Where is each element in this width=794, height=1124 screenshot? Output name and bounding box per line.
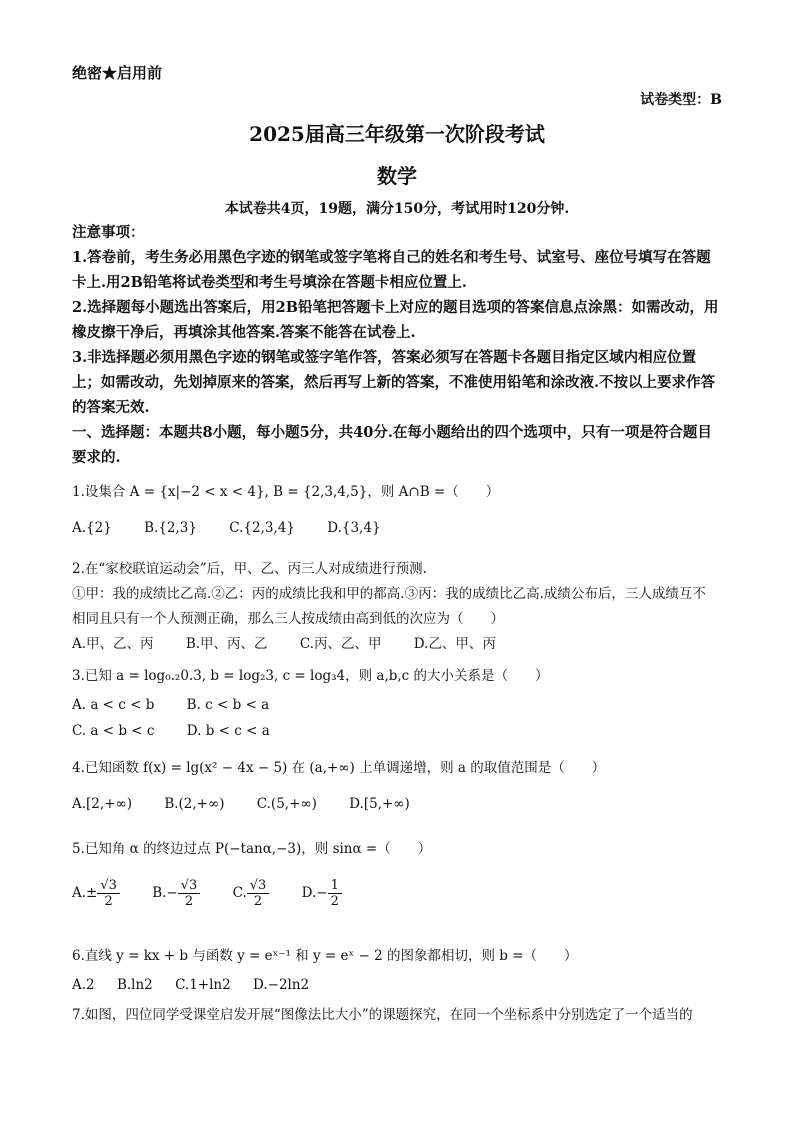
option: C.1+ln2 bbox=[175, 977, 231, 993]
option: D. b < c < a bbox=[186, 723, 270, 739]
question-2-line: 相同且只有一个人预测正确，那么三人按成绩由高到低的次应为（ ） bbox=[72, 611, 504, 627]
note-item: 3.非选择题必须用黑色字迹的钢笔或签字笔作答，答案必须写在答题卡各题目指定区域内相应位置上；如需改动，先划掉原来的答案，然后再写上新的答案，不准使用铅笔和涂改液.不按以上要求作答的答案无效. bbox=[72, 349, 716, 416]
note-item: 2.选择题每小题选出答案后，用2B铅笔把答题卡上对应的题目选项的答案信息点涂黑：如需改动，用橡皮擦干净后，再填涂其他答案.答案不能答在试卷上. bbox=[72, 299, 719, 341]
notes-heading: 注意事项： bbox=[72, 224, 145, 241]
exam-title: 2025届高三年级第一次阶段考试 bbox=[249, 122, 545, 146]
option: A.[2,+∞) bbox=[72, 796, 133, 812]
option: B.ln2 bbox=[116, 977, 153, 993]
option: C. a < b < c bbox=[72, 723, 155, 739]
option: D.乙、甲、丙 bbox=[413, 636, 496, 652]
note-item: 1.答卷前，考生务必用黑色字迹的钢笔或签字笔将自己的姓名和考生号、试室号、座位号填写在答题卡上.用2B铅笔将试卷类型和考生号填涂在答题卡相应位置上. bbox=[72, 249, 711, 291]
question-2-options bbox=[72, 632, 524, 652]
option: D.− $\frac{1}{2}$ bbox=[302, 878, 342, 909]
paper-type: 试卷类型：B bbox=[640, 92, 722, 108]
option: C.(5,+∞) bbox=[256, 796, 317, 812]
question-4-options bbox=[72, 796, 438, 812]
question-5-options bbox=[72, 878, 370, 909]
option: A.{2} bbox=[72, 520, 112, 536]
section-heading: 一、选择题：本题共8小题，每小题5分，共40分.在每小题给出的四个选项中，只有一项是符合题目要求的. bbox=[72, 424, 712, 466]
question-1-stem: 1.设集合 A = {x|−2 < x < 4}, B = {2,3,4,5}，则 A∩B =（ ） bbox=[72, 484, 500, 500]
option: D.{3,4} bbox=[327, 520, 381, 536]
question-2-line: ①甲：我的成绩比乙高.②乙：丙的成绩比我和甲的都高.③丙：我的成绩比乙高.成绩公布后，三人成绩互不 bbox=[72, 586, 706, 602]
confidential-mark: 绝密★启用前 bbox=[72, 64, 163, 82]
question-3-options-row2 bbox=[72, 723, 298, 739]
option: B.甲、丙、乙 bbox=[185, 636, 268, 652]
notes-section bbox=[72, 220, 722, 470]
question-6-stem: 6.直线 y = kx + b 与函数 y = eˣ⁻¹ 和 y = eˣ − 2 的图象都相切，则 b =（ ） bbox=[72, 948, 578, 964]
option: D.−2ln2 bbox=[253, 977, 310, 993]
question-3-options-row1 bbox=[72, 697, 297, 713]
option: B. c < b < a bbox=[186, 697, 270, 713]
option: B.− $\frac{√3}{2}$ bbox=[152, 878, 200, 909]
subject-title: 数学 bbox=[377, 164, 417, 188]
question-1-options bbox=[72, 520, 409, 536]
option: B.{2,3} bbox=[144, 520, 197, 536]
option: A.甲、乙、丙 bbox=[72, 636, 154, 652]
question-7-stem: 7.如图，四位同学受课堂启发开展“图像法比大小”的课题探究，在同一个坐标系中分别选定了一个适当的 bbox=[72, 1007, 693, 1023]
question-4-stem: 4.已知函数 f(x) = lg(x² − 4x − 5) 在 (a,+∞) 上单调递增，则 a 的取值范围是（ ） bbox=[72, 760, 606, 776]
question-2-stem: 2.在“家校联谊运动会”后，甲、乙、丙三人对成绩进行预测. bbox=[72, 561, 427, 577]
option: A.± $\frac{√3}{2}$ bbox=[72, 878, 120, 909]
option: A.2 bbox=[72, 977, 95, 993]
question-3-stem: 3.已知 a = log₀.₂0.3, b = log₂3, c = log₃4，则 a,b,c 的大小关系是（ ） bbox=[72, 668, 549, 684]
option: B.(2,+∞) bbox=[164, 796, 225, 812]
exam-info: 本试卷共4页，19题，满分150分，考试用时120分钟. bbox=[224, 201, 570, 217]
option: A. a < c < b bbox=[72, 697, 155, 713]
option: C. $\frac{√3}{2}$ bbox=[233, 878, 270, 909]
option: C.{2,3,4} bbox=[229, 520, 295, 536]
option: C.丙、乙、甲 bbox=[299, 636, 382, 652]
question-5-stem: 5.已知角 α 的终边过点 P(−tanα,−3)，则 sinα =（ ） bbox=[72, 841, 432, 857]
option: D.[5,+∞) bbox=[349, 796, 410, 812]
question-6-options bbox=[72, 977, 327, 993]
